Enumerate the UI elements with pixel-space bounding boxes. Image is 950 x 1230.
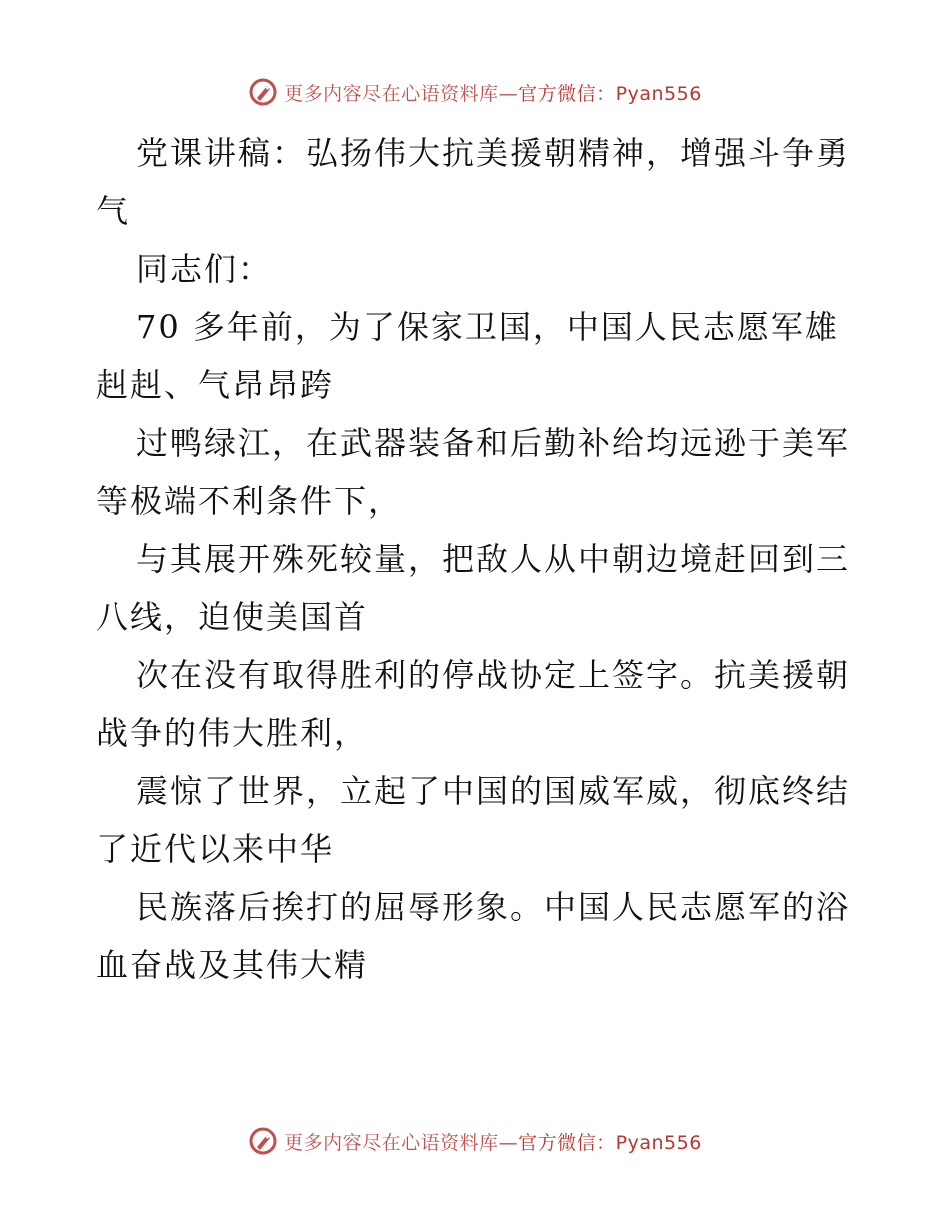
pen-nib-circle-icon xyxy=(248,77,278,107)
paragraph-line: 与其展开殊死较量，把敌人从中朝边境赶回到三八线，迫使美国首 xyxy=(96,540,851,636)
footer-banner-main: 更多内容尽在心语资料库 xyxy=(284,1131,499,1154)
header-watermark-banner xyxy=(0,72,950,112)
document-title: 党课讲稿：弘扬伟大抗美援朝精神，增强斗争勇气 xyxy=(96,134,851,230)
header-banner-text xyxy=(284,79,702,106)
footer-banner-wechat: 官方微信：Pyan556 xyxy=(518,1131,702,1154)
paragraph-line: 次在没有取得胜利的停战协定上签字。抗美援朝战争的伟大胜利， xyxy=(96,656,851,752)
footer-banner-text xyxy=(284,1128,702,1155)
footer-watermark-banner xyxy=(0,1121,950,1161)
header-banner-wechat: 官方微信：Pyan556 xyxy=(518,82,702,105)
paragraph-line: 过鸭绿江，在武器装备和后勤补给均远逊于美军等极端不利条件下， xyxy=(96,424,851,520)
pen-nib-circle-icon xyxy=(248,1126,278,1156)
paragraph-line: 民族落后挨打的屈辱形象。中国人民志愿军的浴血奋战及其伟大精 xyxy=(96,888,851,984)
document-body xyxy=(96,124,856,994)
header-banner-main: 更多内容尽在心语资料库 xyxy=(284,82,499,105)
footer-banner-separator: — xyxy=(498,1131,519,1154)
paragraph-line: 震惊了世界，立起了中国的国威军威，彻底终结了近代以来中华 xyxy=(96,772,851,868)
header-banner-separator: — xyxy=(498,82,519,105)
paragraph-line: 70 多年前，为了保家卫国，中国人民志愿军雄赳赳、气昂昂跨 xyxy=(96,308,839,404)
paragraph-greeting: 同志们： xyxy=(136,250,273,288)
